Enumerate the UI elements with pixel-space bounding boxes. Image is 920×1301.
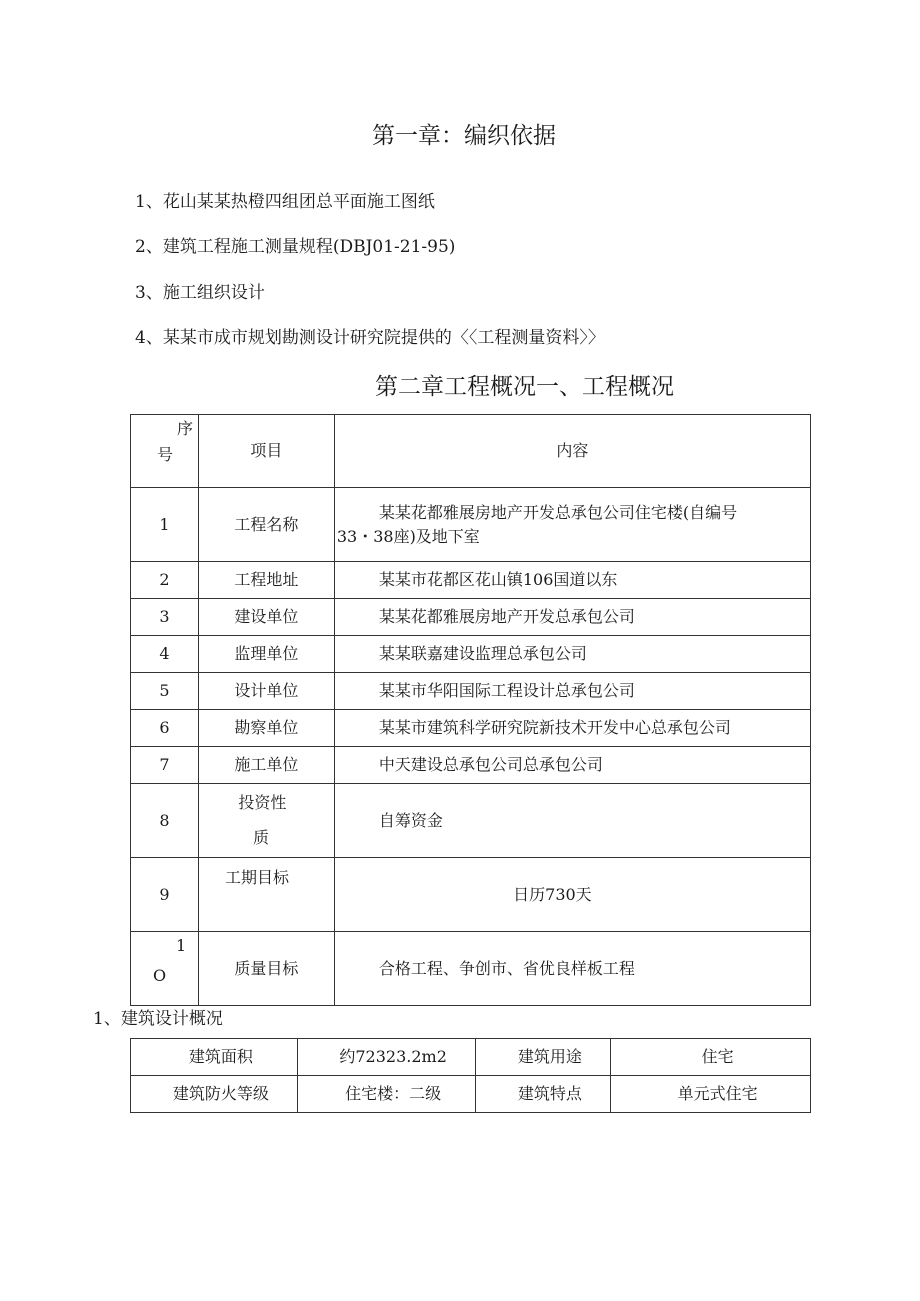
basis-item-3: 3、施工组织设计: [135, 283, 265, 303]
table-row: 6 勘察单位 某某市建筑科学研究院新技术开发中心总承包公司: [131, 710, 811, 747]
basis-item-2: 2、建筑工程施工测量规程(DBJ01-21-95): [135, 237, 456, 257]
table-row: 4 监理单位 某某联嘉建设监理总承包公司: [131, 636, 811, 673]
chapter1-title: 第一章：编织依据: [372, 123, 556, 149]
table-row: 7 施工单位 中天建设总承包公司总承包公司: [131, 747, 811, 784]
table-row: 2 工程地址 某某市花都区花山镇106国道以东: [131, 562, 811, 599]
table-row: 1 O 质量目标 合格工程、争创市、省优良样板工程: [131, 932, 811, 1006]
overview-table: [130, 414, 811, 1006]
table-row: 3 建设单位 某某花都雅展房地产开发总承包公司: [131, 599, 811, 636]
basis-item-1: 1、花山某某热橙四组团总平面施工图纸: [135, 192, 435, 212]
basis-item-4: 4、某某市成市规划勘测设计研究院提供的〈〈工程测量资料〉〉: [135, 328, 605, 348]
header-item: 项目: [198, 415, 334, 488]
chapter2-title: 第二章工程概况一、工程概况: [375, 374, 674, 400]
table-header-row: [131, 415, 811, 488]
table-row: 9 工期目标 日历730天: [131, 858, 811, 932]
table-row: 5 设计单位 某某市华阳国际工程设计总承包公司: [131, 673, 811, 710]
table-row: 1 工程名称 某某花都雅展房地产开发总承包公司住宅楼(自编号 33・38座)及地下室: [131, 488, 811, 562]
table-row: 建筑面积 约72323.2m2 建筑用途 住宅: [131, 1039, 811, 1076]
design-section-title: 1、建筑设计概况: [93, 1009, 223, 1029]
header-content: 内容: [334, 415, 810, 488]
table-row: 8 投资性 质 自筹资金: [131, 784, 811, 858]
design-table: [130, 1038, 811, 1113]
table-row: 建筑防火等级 住宅楼：二级 建筑特点 单元式住宅: [131, 1076, 811, 1113]
header-no: 序 号: [131, 415, 199, 488]
